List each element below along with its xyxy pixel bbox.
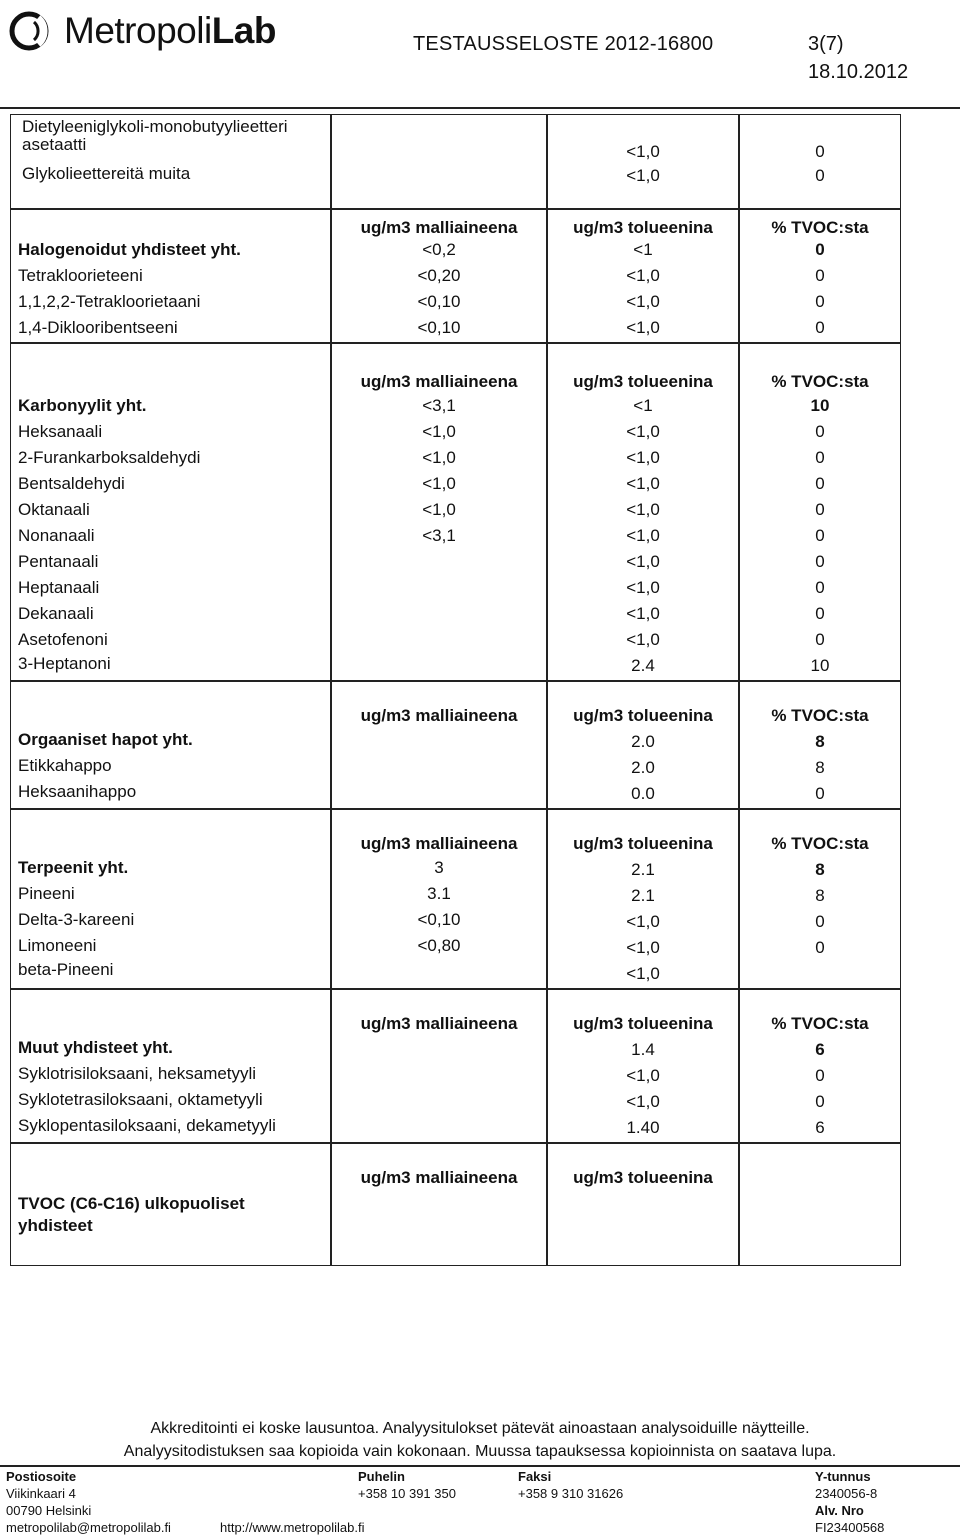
accreditation-note: Akkreditointi ei koske lausuntoa. Analyysitulokset pätevät ainoastaan analysoiduille näytteille.	[150, 1420, 810, 1437]
value-tvoc-percent: 0	[815, 292, 825, 311]
value-tvoc-percent: 8	[815, 732, 825, 751]
footer-divider	[0, 1465, 960, 1467]
fax-label: Faksi	[518, 1469, 552, 1484]
value-tvoc-percent: 0	[815, 912, 825, 931]
tvoc-label-line2: yhdisteet	[18, 1216, 93, 1235]
section-divider	[10, 680, 901, 682]
compound-name: 3-Heptanoni	[18, 654, 111, 673]
value-tvoc-percent: 10	[810, 396, 830, 415]
compound-name: Glykolieettereitä muita	[22, 164, 191, 183]
column-divider-1	[330, 114, 332, 1266]
column-header-model-substance: ug/m3 malliaineena	[360, 706, 518, 725]
section-divider	[10, 808, 901, 810]
value-toluene: <1,0	[626, 964, 660, 983]
column-header-tvoc-percent: % TVOC:sta	[771, 706, 869, 725]
column-header-tvoc-percent: % TVOC:sta	[771, 218, 869, 237]
postal-address-label: Postiosoite	[6, 1469, 77, 1484]
compound-name: Limoneeni	[18, 936, 97, 955]
value-toluene: <1,0	[626, 1066, 660, 1085]
value-toluene: <1,0	[626, 1092, 660, 1111]
column-header-toluene: ug/m3 tolueenina	[573, 834, 713, 853]
value-tvoc-percent: 8	[815, 886, 825, 905]
section-total-label: Muut yhdisteet yht.	[18, 1038, 173, 1057]
column-header-toluene: ug/m3 tolueenina	[573, 372, 713, 391]
value-model-substance: <1,0	[422, 422, 456, 441]
value-toluene: <1,0	[626, 266, 660, 285]
compound-name: Pineeni	[18, 884, 75, 903]
value-tvoc-percent: 0	[815, 240, 825, 259]
column-header-tvoc-percent: % TVOC:sta	[771, 1014, 869, 1033]
column-header-model-substance: ug/m3 malliaineena	[360, 1168, 518, 1187]
value-tvoc-percent: 0	[815, 552, 825, 571]
value-toluene: <1,0	[626, 422, 660, 441]
compound-name: 1,4-Diklooribentseeni	[18, 318, 178, 337]
compound-name: Syklotrisiloksaani, heksametyyli	[18, 1064, 257, 1083]
value-model-substance: <0,80	[417, 936, 461, 955]
value-toluene: <1,0	[626, 318, 660, 337]
value-tvoc-percent: 0	[815, 578, 825, 597]
value-tvoc-percent: 0	[815, 1092, 825, 1111]
copy-note: Analyysitodistuksen saa kopioida vain kokonaan. Muussa tapauksessa kopioinnista on saatava lupa.	[123, 1443, 837, 1460]
phone-number: +358 10 391 350	[358, 1486, 456, 1501]
header-divider	[0, 107, 960, 109]
fax-number: +358 9 310 31626	[518, 1486, 624, 1501]
value-toluene: <1,0	[626, 938, 660, 957]
value-toluene: 2.0	[631, 732, 655, 751]
value-tvoc-percent: 0	[815, 266, 825, 285]
page-number: 3(7)	[808, 33, 844, 55]
column-header-toluene: ug/m3 tolueenina	[573, 706, 713, 725]
section-divider	[10, 208, 901, 210]
value-toluene: 0.0	[631, 784, 655, 803]
value-toluene: <1,0	[626, 526, 660, 545]
section-divider	[10, 988, 901, 990]
value-toluene: 2.4	[631, 656, 655, 675]
value-model-substance: 3	[434, 858, 444, 877]
value-toluene: <1,0	[626, 142, 660, 161]
vat-number: FI23400568	[815, 1520, 885, 1535]
compound-name: Heksanaali	[18, 422, 103, 441]
compound-name: Pentanaali	[18, 552, 99, 571]
section-total-label: Orgaaniset hapot yht.	[18, 730, 193, 749]
business-id-label: Y-tunnus	[815, 1469, 871, 1484]
value-tvoc-percent: 0	[815, 318, 825, 337]
value-toluene: 1.4	[631, 1040, 655, 1059]
compound-name: Syklotetrasiloksaani, oktametyyli	[18, 1090, 263, 1109]
compound-name: Nonanaali	[18, 526, 95, 545]
value-tvoc-percent: 6	[815, 1118, 825, 1137]
value-tvoc-percent: 0	[815, 526, 825, 545]
section-divider	[10, 342, 901, 344]
compound-name: Heksaanihappo	[18, 782, 137, 801]
compound-name: 1,1,2,2-Tetrakloorietaani	[18, 292, 201, 311]
value-toluene: 1.40	[626, 1118, 660, 1137]
value-toluene: <1,0	[626, 166, 660, 185]
compound-name: Bentsaldehydi	[18, 474, 125, 493]
column-header-tvoc-percent: % TVOC:sta	[771, 372, 869, 391]
value-toluene: <1,0	[626, 500, 660, 519]
compound-name: Asetofenoni	[18, 630, 108, 649]
report-title: TESTAUSSELOSTE 2012-16800	[413, 33, 714, 55]
compound-name: Syklopentasiloksaani, dekametyyli	[18, 1116, 276, 1135]
section-divider	[10, 1142, 901, 1144]
value-tvoc-percent: 0	[815, 604, 825, 623]
compound-name: Tetrakloorieteeni	[18, 266, 143, 285]
value-toluene: <1	[633, 240, 653, 259]
report-date: 18.10.2012	[808, 61, 909, 83]
value-model-substance: <0,2	[422, 240, 456, 259]
column-header-toluene: ug/m3 tolueenina	[573, 1014, 713, 1033]
value-tvoc-percent: 0	[815, 1066, 825, 1085]
phone-label: Puhelin	[358, 1469, 405, 1484]
value-model-substance: <1,0	[422, 500, 456, 519]
value-model-substance: 3.1	[427, 884, 451, 903]
value-tvoc-percent: 8	[815, 860, 825, 879]
column-header-model-substance: ug/m3 malliaineena	[360, 1014, 518, 1033]
metropolilab-logo-icon	[8, 8, 60, 54]
column-header-model-substance: ug/m3 malliaineena	[360, 834, 518, 853]
business-id: 2340056-8	[815, 1486, 878, 1501]
compound-name: Etikkahappo	[18, 756, 112, 775]
section-total-label: Terpeenit yht.	[18, 858, 129, 877]
compound-name: Heptanaali	[18, 578, 100, 597]
column-header-toluene: ug/m3 tolueenina	[573, 1168, 713, 1187]
value-model-substance: <0,20	[417, 266, 461, 285]
brand-name-regular: Metropoli	[64, 10, 212, 51]
compound-name: Dietyleeniglykoli-monobutyylieetteri asetaatti	[22, 117, 288, 154]
metropolilab-logo	[8, 8, 276, 54]
value-toluene: <1,0	[626, 912, 660, 931]
address-city: 00790 Helsinki	[6, 1503, 92, 1518]
address-street: Viikinkaari 4	[6, 1486, 76, 1501]
value-model-substance: <3,1	[422, 526, 456, 545]
value-tvoc-percent: 0	[815, 166, 825, 185]
compound-name: beta-Pineeni	[18, 960, 114, 979]
value-tvoc-percent: 10	[810, 656, 830, 675]
compound-name: Dekanaali	[18, 604, 94, 623]
value-toluene: <1,0	[626, 630, 660, 649]
column-header-model-substance: ug/m3 malliaineena	[360, 218, 518, 237]
value-tvoc-percent: 0	[815, 938, 825, 957]
value-toluene: 2.1	[631, 886, 655, 905]
value-tvoc-percent: 0	[815, 784, 825, 803]
value-toluene: <1,0	[626, 448, 660, 467]
value-model-substance: <1,0	[422, 448, 456, 467]
compound-name: Oktanaali	[18, 500, 90, 519]
value-tvoc-percent: 0	[815, 500, 825, 519]
value-toluene: <1,0	[626, 474, 660, 493]
vat-number-label: Alv. Nro	[815, 1503, 864, 1518]
value-model-substance: <1,0	[422, 474, 456, 493]
website-link[interactable]: http://www.metropolilab.fi	[220, 1520, 365, 1535]
section-total-label: Halogenoidut yhdisteet yht.	[18, 240, 241, 259]
section-total-label: Karbonyylit yht.	[18, 396, 147, 415]
value-tvoc-percent: 0	[815, 142, 825, 161]
value-toluene: <1,0	[626, 552, 660, 571]
tvoc-label-line1: TVOC (C6-C16) ulkopuoliset	[18, 1194, 245, 1213]
compound-name: Delta-3-kareeni	[18, 910, 135, 929]
value-toluene: <1	[633, 396, 653, 415]
column-header-tvoc-percent: % TVOC:sta	[771, 834, 869, 853]
value-toluene: 2.1	[631, 860, 655, 879]
value-toluene: <1,0	[626, 604, 660, 623]
email-link[interactable]: metropolilab@metropolilab.fi	[6, 1520, 171, 1535]
value-tvoc-percent: 0	[815, 474, 825, 493]
compound-name: 2-Furankarboksaldehydi	[18, 448, 201, 467]
column-header-toluene: ug/m3 tolueenina	[573, 218, 713, 237]
column-header-model-substance: ug/m3 malliaineena	[360, 372, 518, 391]
brand-name-bold: Lab	[211, 10, 276, 51]
value-tvoc-percent: 0	[815, 422, 825, 441]
value-tvoc-percent: 0	[815, 448, 825, 467]
value-model-substance: <0,10	[417, 318, 461, 337]
value-toluene: <1,0	[626, 578, 660, 597]
value-model-substance: <0,10	[417, 292, 461, 311]
value-model-substance: <3,1	[422, 396, 456, 415]
value-toluene: <1,0	[626, 292, 660, 311]
value-model-substance: <0,10	[417, 910, 461, 929]
value-tvoc-percent: 8	[815, 758, 825, 777]
value-toluene: 2.0	[631, 758, 655, 777]
value-tvoc-percent: 6	[815, 1040, 825, 1059]
value-tvoc-percent: 0	[815, 630, 825, 649]
